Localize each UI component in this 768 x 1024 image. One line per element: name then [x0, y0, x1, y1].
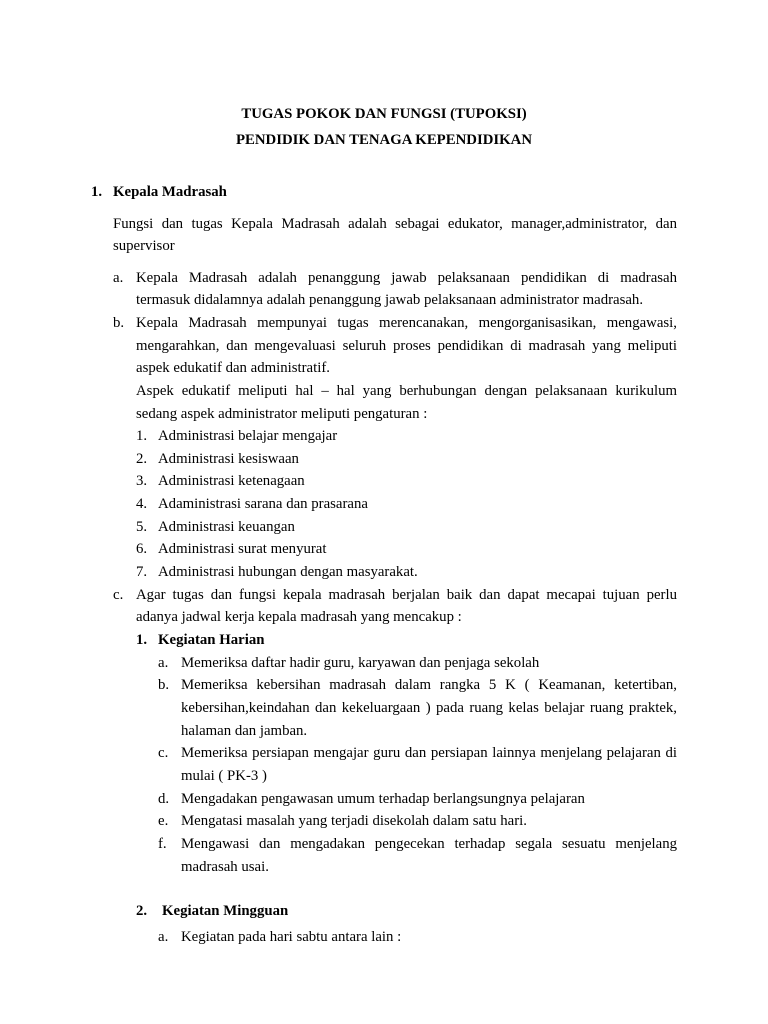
list-item-c	[113, 584, 677, 948]
list-number: 1.	[136, 428, 148, 445]
paragraph-line: adanya jadwal kerja kepala madrasah yang mencakup :	[136, 609, 462, 626]
list-marker: c.	[113, 586, 124, 603]
list-item-text	[181, 833, 677, 878]
subsection-title: Kegiatan Mingguan	[162, 902, 289, 919]
subsection-title: Kegiatan Harian	[158, 632, 265, 649]
paragraph-line: Mengatasi masalah yang terjadi disekolah dalam satu hari.	[181, 813, 527, 830]
harian-item	[158, 788, 677, 811]
admin-list-item	[136, 538, 677, 561]
admin-list-item	[136, 561, 677, 584]
list-item-text: Adaministrasi sarana dan prasarana	[158, 496, 368, 513]
harian-item	[158, 833, 677, 878]
section-number: 1.	[91, 184, 103, 200]
list-marker: e.	[158, 813, 169, 830]
list-marker: a.	[158, 928, 169, 945]
admin-list-item	[136, 425, 677, 448]
list-number: 6.	[136, 541, 148, 558]
mingguan-item	[158, 926, 677, 949]
list-number: 7.	[136, 564, 148, 581]
list-item-text	[136, 584, 677, 948]
list-item-b	[113, 312, 677, 584]
list-item-text	[181, 926, 677, 949]
list-marker: b.	[158, 677, 170, 694]
paragraph-line: Mengawasi dan mengadakan pengecekan terhadap segala sesuatu menjelang	[181, 835, 677, 852]
list-item-text: Administrasi kesiswaan	[158, 450, 299, 467]
list-number: 2.	[136, 450, 148, 467]
intro-paragraph	[113, 213, 677, 258]
paragraph-line: mulai ( PK-3 )	[181, 768, 267, 784]
paragraph-line: aspek edukatif dan administratif.	[136, 360, 330, 377]
paragraph-line: kebersihan,keindahan dan kekeluargaan ) pada ruang kelas belajar ruang praktek,	[181, 700, 677, 717]
harian-item	[158, 810, 677, 833]
subsection-heading-harian	[136, 629, 677, 652]
admin-list-item	[136, 516, 677, 539]
list-item-text: Administrasi surat menyurat	[158, 541, 327, 558]
harian-item	[158, 674, 677, 742]
section-title: Kepala Madrasah	[113, 184, 227, 200]
paragraph-line: Memeriksa kebersihan madrasah dalam rangka 5 K ( Keamanan, ketertiban,	[181, 677, 677, 694]
section-heading	[91, 181, 677, 204]
paragraph-line: Mengadakan pengawasan umum terhadap berlangsungnya pelajaran	[181, 790, 585, 807]
list-item-text	[181, 652, 677, 675]
list-item-text: Administrasi belajar mengajar	[158, 428, 338, 445]
paragraph-line: Kepala Madrasah mempunyai tugas merencanakan, mengorganisasikan, mengawasi,	[136, 314, 677, 331]
list-marker: a.	[113, 269, 124, 286]
paragraph-line: sedang aspek administrator meliputi pengaturan :	[136, 405, 428, 422]
harian-item	[158, 652, 677, 675]
admin-list-item	[136, 448, 677, 471]
list-item-text	[181, 742, 677, 787]
document-body	[91, 181, 677, 948]
admin-list-item	[136, 493, 677, 516]
paragraph-line: Memeriksa daftar hadir guru, karyawan dan penjaga sekolah	[181, 654, 540, 671]
list-item-text: Administrasi keuangan	[158, 518, 295, 535]
paragraph-line: termasuk didalamnya adalah penanggung jawab pelaksanaan administrator madrasah.	[136, 292, 644, 309]
paragraph-line: Memeriksa persiapan mengajar guru dan persiapan lainnya menjelang pelajaran di	[181, 745, 677, 762]
paragraph-line: halaman dan jamban.	[181, 722, 308, 739]
title-line-2: PENDIDIK DAN TENAGA KEPENDIDIKAN	[235, 132, 533, 148]
title-line-1: TUGAS POKOK DAN FUNGSI (TUPOKSI)	[241, 106, 527, 122]
list-marker: a.	[158, 654, 169, 671]
list-number: 5.	[136, 518, 148, 535]
paragraph-line: Aspek edukatif meliputi hal – hal yang berhubungan dengan pelaksanaan kurikulum	[136, 382, 677, 399]
list-item-text: Administrasi ketenagaan	[158, 473, 305, 490]
list-number: 3.	[136, 473, 148, 490]
paragraph-line: Kepala Madrasah adalah penanggung jawab pelaksanaan pendidikan di madrasah	[136, 269, 677, 286]
list-item-text	[136, 312, 677, 584]
list-item-text	[181, 788, 677, 811]
list-number: 4.	[136, 496, 148, 513]
paragraph-line: Agar tugas dan fungsi kepala madrasah berjalan baik dan dapat mecapai tujuan perlu	[136, 586, 677, 603]
list-item-text	[136, 267, 677, 312]
list-item-text	[181, 674, 677, 742]
list-marker: d.	[158, 790, 170, 807]
admin-list-item	[136, 470, 677, 493]
paragraph-line: supervisor	[113, 238, 175, 255]
subsection-heading-mingguan	[136, 900, 677, 923]
list-marker: c.	[158, 745, 169, 762]
paragraph-line: Fungsi dan tugas Kepala Madrasah adalah sebagai edukator, manager,administrator, dan	[113, 215, 677, 232]
subsection-number: 2.	[136, 902, 148, 919]
subsection-number: 1.	[136, 632, 148, 649]
paragraph-line: mengarahkan, dan mengevaluasi seluruh proses pendidikan di madrasah yang meliputi	[136, 337, 677, 354]
list-marker: b.	[113, 314, 125, 331]
paragraph-line: Kegiatan pada hari sabtu antara lain :	[181, 928, 402, 945]
harian-item	[158, 742, 677, 787]
list-item-text: Administrasi hubungan dengan masyarakat.	[158, 564, 418, 581]
document-title	[0, 101, 768, 153]
list-marker: f.	[158, 835, 167, 852]
list-item-text	[181, 810, 677, 833]
paragraph-line: madrasah usai.	[181, 858, 269, 875]
list-item-a	[113, 267, 677, 312]
